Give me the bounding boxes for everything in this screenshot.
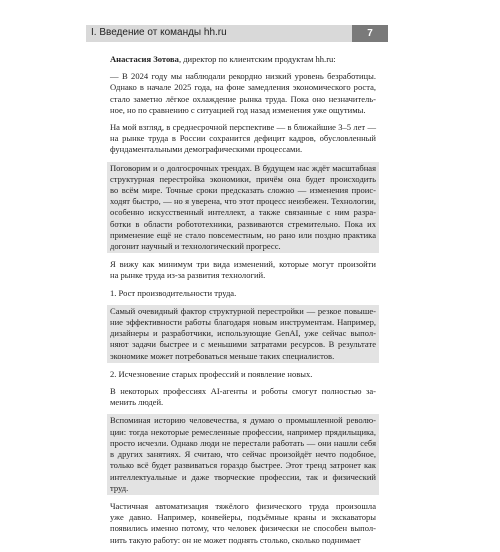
text-line: Частичная автоматизация тяжёлого физического труда произошла — [110, 500, 376, 511]
paragraph-p4 — [110, 259, 376, 281]
author-name: Анастасия Зотова — [110, 54, 179, 64]
text-line: На мой взгляд, в среднесрочной перспективе — в ближайшие 3–5 лет — — [110, 122, 376, 133]
text-line: менить людей. — [110, 397, 164, 408]
text-line: особенно искусственный интеллект, а также связанные с ним разра- — [110, 207, 376, 218]
text-line: ции: тогда некоторые ремесленные профессии, например прядильщика, — [110, 426, 376, 437]
text-line: просто исчезли. Однако люди не перестали работать — они нашли себя — [110, 437, 376, 448]
text-line: ние эффективности работы благодаря новым инструментам. Например, — [110, 317, 376, 328]
text-line: только всё будет развиваться гораздо быстрее. Этот тренд затронет как — [110, 460, 376, 471]
paragraph-p3 — [107, 162, 379, 254]
text-line: структурная перестройка экономики, причём она будет происходить — [110, 173, 376, 184]
text-line: экономике может потребоваться меньше таких специалистов. — [110, 350, 335, 361]
text-line: догонит научный и технологический прогресс. — [110, 241, 281, 252]
paragraph-p8 — [110, 386, 376, 408]
text-line: во всём мире. Точные сроки предсказать сложно — изменения проис- — [110, 185, 376, 196]
paragraph-p7 — [110, 369, 376, 380]
paragraph-p10 — [110, 501, 376, 546]
page-body — [110, 54, 376, 552]
text-line: 1. Рост производительности труда. — [110, 287, 237, 298]
chapter-title: I. Введение от команды hh.ru — [91, 27, 227, 38]
text-line: няют задачи быстрее и с меньшими затратами ресурсов. В результате — [110, 339, 376, 350]
text-line: применение ещё не стало повсеместным, но рано или поздно практика — [110, 229, 376, 240]
text-line: ботки в области робототехники, развиваются стремительно. Пока их — [110, 218, 376, 229]
text-line: 2. Исчезновение старых профессий и появление новых. — [110, 368, 313, 379]
text-line: уже давно. Например, конвейеры, подъёмные краны и экскаваторы — [110, 512, 376, 523]
text-line: фундаментальными демографическими процессами. — [110, 144, 303, 155]
paragraph-p5 — [110, 288, 376, 299]
text-line: дизайнеры и разработчики, использующие GenAI, уже сейчас выпол- — [110, 328, 376, 339]
text-line: на рынке труда из-за развития технологий. — [110, 270, 266, 281]
text-line: появились именно потому, что человек физически не способен выпол- — [110, 523, 376, 534]
text-line: Вспоминая историю человечества, я думаю о промышленной револю- — [110, 415, 376, 426]
text-line: Самый очевидный фактор структурной перестройки — резкое повыше- — [110, 305, 376, 316]
text-line: Я вижу как минимум три вида изменений, которые могут произойти — [110, 259, 376, 270]
text-line: интеллектуальные и даже творческие профессии, так и физический — [110, 471, 376, 482]
author-role: , директор по клиентским продуктам hh.ru: — [178, 54, 336, 64]
text-line: ходят быстро, — но я уверена, что этот процесс неизбежен. Технологии, — [110, 196, 376, 207]
text-line: ное, но по сравнению с ситуацией год назад изменения уже ощутимы. — [110, 104, 366, 115]
text-line: труд. — [110, 482, 129, 493]
text-line: в других занятиях. Я считаю, что сейчас произойдёт нечто подобное, — [110, 449, 376, 460]
running-header — [86, 25, 388, 42]
paragraph-p6 — [107, 305, 379, 363]
paragraph-p9 — [107, 414, 379, 494]
text-line — [110, 54, 376, 65]
page-number: 7 — [352, 25, 388, 42]
paragraph-p2 — [110, 122, 376, 156]
text-line: — В 2024 году мы наблюдали рекордно низкий уровень безработицы. — [110, 71, 376, 82]
text-line: стало заметно лёгкое охлаждение рынка труда. Пока оно незначитель- — [110, 93, 376, 104]
text-line: нить такую работу: он не может поднять столько, сколько поднимает — [110, 534, 361, 545]
text-line: В некоторых профессиях AI-агенты и роботы смогут полностью за- — [110, 386, 376, 397]
paragraph-p1 — [110, 71, 376, 116]
text-line: на рынке труда в России сохранится дефицит кадров, обусловленный — [110, 133, 376, 144]
text-line: Однако в начале 2025 года, на фоне замедления экономического роста, — [110, 82, 376, 93]
text-line: Поговорим и о долгосрочных трендах. В будущем нас ждёт масштабная — [110, 162, 376, 173]
paragraph-p0 — [110, 54, 376, 65]
